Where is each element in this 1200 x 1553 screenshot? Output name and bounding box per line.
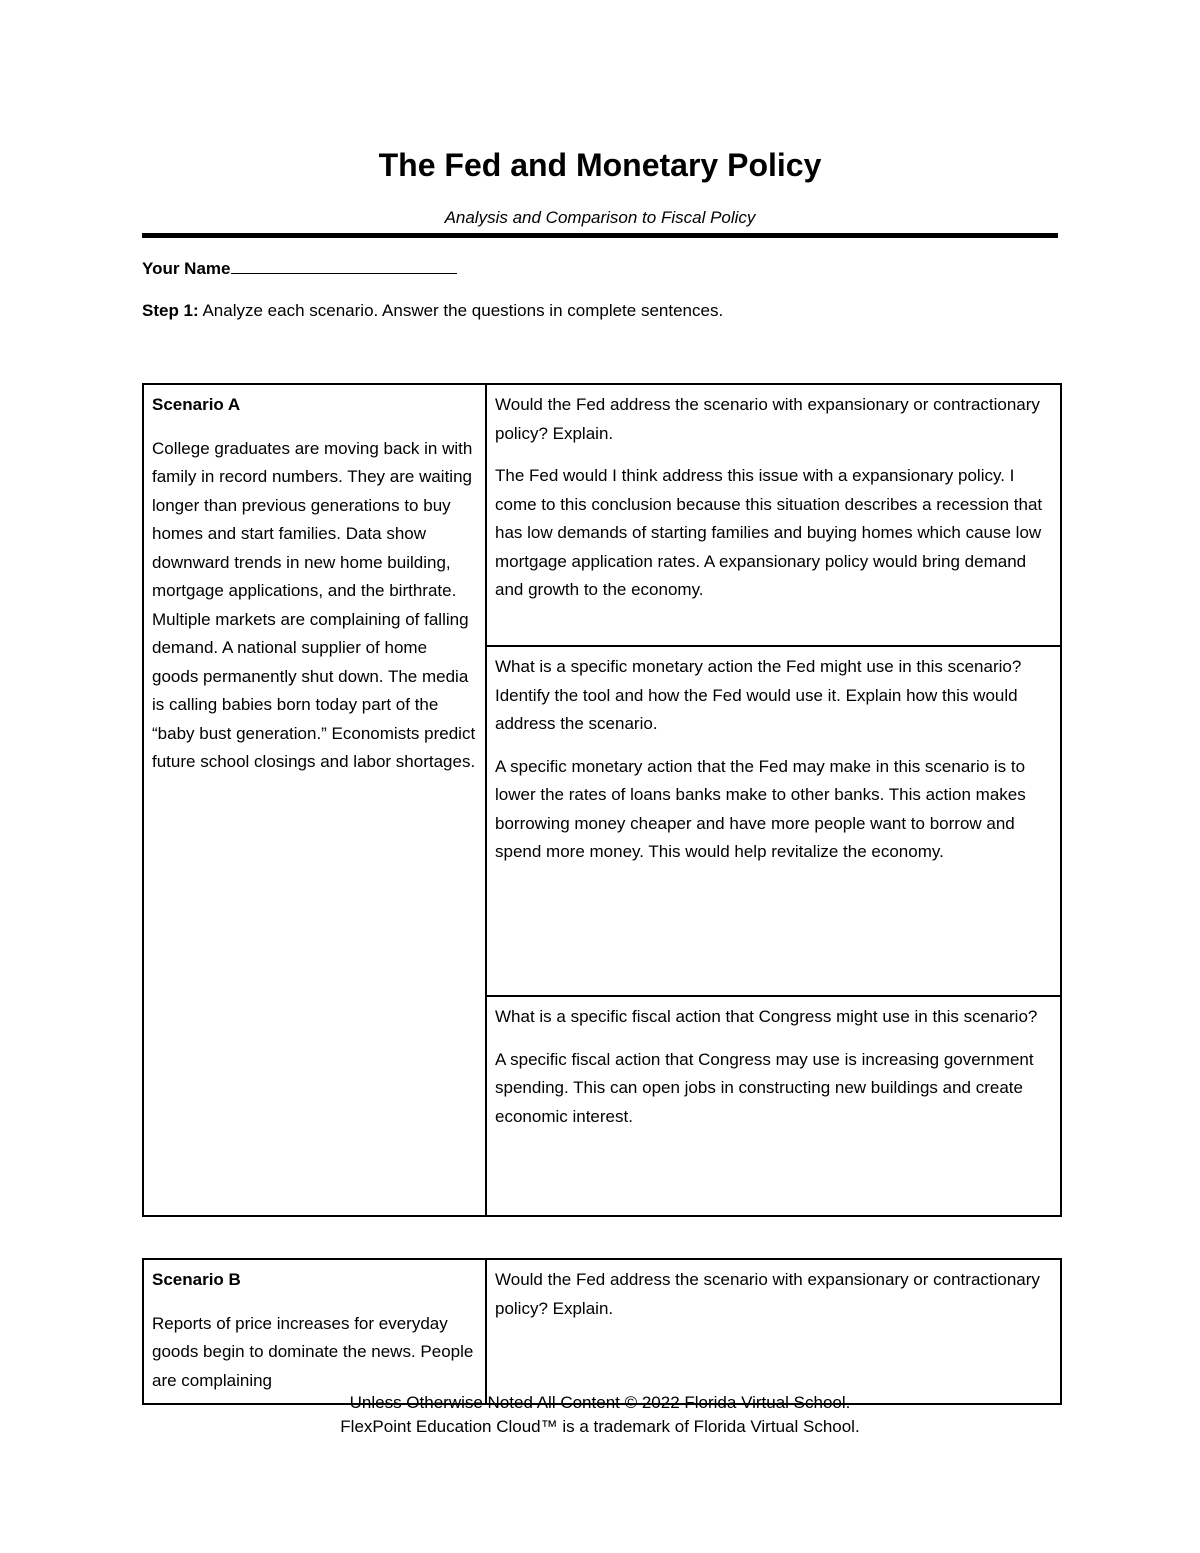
name-field bbox=[142, 255, 457, 281]
footer-trademark: FlexPoint Education Cloud™ is a trademark of Florida Virtual School. bbox=[340, 1417, 860, 1436]
scenario-a-question-2-cell[interactable] bbox=[486, 646, 1061, 996]
scenario-b-description: Reports of price increases for everyday goods begin to dominate the news. People are complaining bbox=[152, 1313, 474, 1390]
page-title: The Fed and Monetary Policy bbox=[378, 147, 822, 183]
scenario-b-question-1-cell[interactable] bbox=[486, 1259, 1061, 1404]
scenario-b-table bbox=[142, 1258, 1062, 1405]
name-blank[interactable] bbox=[231, 255, 457, 274]
footer-copyright: Unless Otherwise Noted All Content © 2022 Florida Virtual School. bbox=[349, 1393, 851, 1412]
step-text: Analyze each scenario. Answer the questions in complete sentences. bbox=[198, 301, 724, 320]
scenario-a-description: College graduates are moving back in with family in record numbers. They are waiting longer than previous generations to buy homes and start families. Data show downward trends in new home building, mortgage applications, and the birthrate. Multiple markets are complaining of falling demand. A national supplier of home goods permanently shut down. The media is calling babies born today part of the “baby bust generation.” Economists predict future school closings and labor shortages. bbox=[152, 438, 476, 771]
scenario-a-question-3-cell[interactable] bbox=[486, 996, 1061, 1216]
scenario-b-question-1: Would the Fed address the scenario with expansionary or contractionary policy? Explain. bbox=[495, 1270, 1040, 1318]
scenario-a-question-2: What is a specific monetary action the Fed might use in this scenario? Identify the tool and how the Fed would use it. Explain how this would address the scenario. bbox=[495, 657, 1022, 733]
scenario-a-question-3: What is a specific fiscal action that Congress might use in this scenario? bbox=[495, 1007, 1038, 1026]
scenario-a-label: Scenario A bbox=[152, 395, 241, 414]
step-instructions bbox=[142, 299, 723, 323]
scenario-a-table bbox=[142, 383, 1062, 1217]
scenario-a-question-1-cell[interactable] bbox=[486, 384, 1061, 646]
step-label: Step 1: bbox=[142, 301, 199, 320]
name-label: Your Name bbox=[142, 259, 231, 278]
title-divider bbox=[142, 233, 1058, 238]
scenario-b-description-cell bbox=[143, 1259, 486, 1404]
scenario-a-question-1: Would the Fed address the scenario with expansionary or contractionary policy? Explain. bbox=[495, 395, 1040, 443]
scenario-a-answer-2[interactable]: A specific monetary action that the Fed may make in this scenario is to lower the rates of loans banks make to other banks. This action makes borrowing money cheaper and have more people want to borrow and spend more money. This would help revitalize the economy. bbox=[495, 756, 1026, 861]
page-subtitle: Analysis and Comparison to Fiscal Policy bbox=[444, 208, 756, 227]
scenario-a-answer-3[interactable]: A specific fiscal action that Congress may use is increasing government spending. This can open jobs in constructing new buildings and create economic interest. bbox=[495, 1049, 1034, 1126]
scenario-b-label: Scenario B bbox=[152, 1270, 241, 1289]
scenario-a-answer-1[interactable]: The Fed would I think address this issue with a expansionary policy. I come to this conclusion because this situation describes a recession that has low demands of starting families and buying homes which cause low mortgage application rates. A expansionary policy would bring demand and growth to the economy. bbox=[495, 466, 1043, 599]
scenario-a-description-cell bbox=[143, 384, 486, 1216]
page-footer bbox=[0, 1391, 1200, 1439]
